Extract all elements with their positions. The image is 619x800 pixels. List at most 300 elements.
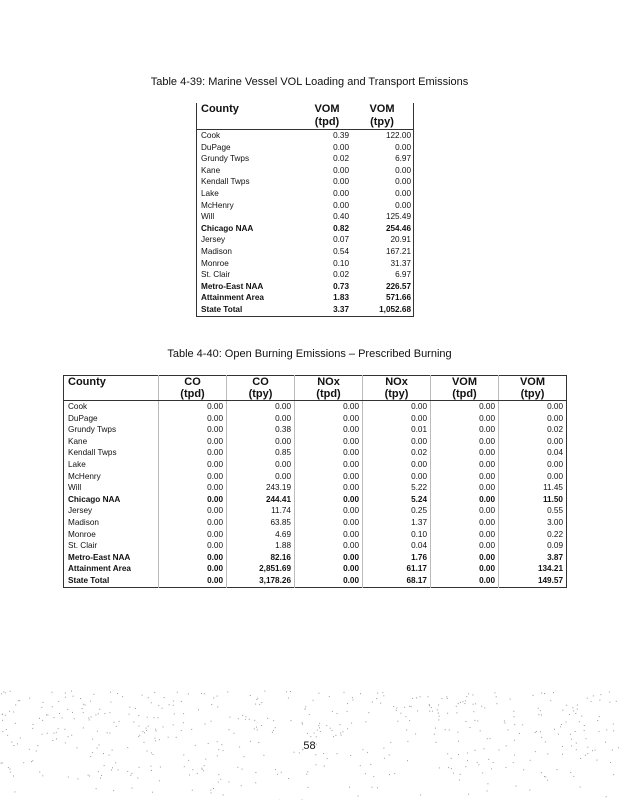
noise-dot: [205, 723, 206, 724]
noise-dot: [314, 733, 315, 734]
noise-dot: [138, 736, 139, 737]
row-vom-tpy: 122.00: [385, 131, 411, 140]
noise-dot: [326, 725, 327, 726]
noise-dot: [570, 734, 571, 735]
row-vom-tpy: 149.57: [537, 575, 563, 585]
noise-dot: [519, 733, 520, 734]
noise-dot: [74, 718, 75, 719]
noise-dot: [217, 706, 218, 707]
noise-dot: [183, 713, 184, 714]
noise-dot: [133, 722, 134, 723]
noise-dot: [349, 787, 350, 788]
noise-dot: [463, 701, 464, 702]
noise-dot: [439, 716, 440, 717]
noise-dot: [129, 707, 130, 708]
noise-dot: [91, 716, 92, 717]
noise-dot: [579, 721, 580, 722]
row-vom-tpy: 134.21: [537, 564, 563, 574]
noise-dot: [90, 701, 91, 702]
row-co-tpd: 0.00: [159, 424, 227, 436]
noise-dot: [254, 720, 255, 721]
table-row: [197, 211, 414, 223]
noise-dot: [151, 752, 152, 753]
noise-dot: [458, 703, 459, 704]
noise-dot: [553, 692, 554, 693]
noise-dot: [324, 766, 325, 767]
row-co-tpy: 4.69: [227, 529, 295, 541]
row-vom-tpd: 0.00: [431, 563, 499, 575]
noise-dot: [383, 695, 384, 696]
row-co-tpy: 243.19: [227, 482, 295, 494]
noise-dot: [2, 762, 3, 763]
row-county: State Total: [64, 575, 159, 587]
row-vom-tpd: 0.00: [431, 552, 499, 564]
noise-dot: [144, 732, 145, 733]
row-nox-tpd: 0.00: [295, 505, 363, 517]
noise-dot: [173, 701, 174, 702]
row-nox-tpy: 0.10: [363, 529, 431, 541]
noise-dot: [89, 719, 90, 720]
noise-dot: [137, 778, 138, 779]
row-co-tpy: 82.16: [227, 552, 295, 564]
noise-dot: [320, 731, 321, 732]
noise-dot: [242, 769, 243, 770]
table-row: [64, 529, 567, 541]
noise-dot: [162, 708, 163, 709]
table-row: [64, 436, 567, 448]
noise-dot: [412, 698, 413, 699]
noise-dot: [146, 730, 147, 731]
noise-dot: [400, 713, 401, 714]
noise-dot: [365, 721, 366, 722]
table-row: [197, 258, 414, 270]
noise-dot: [523, 769, 524, 770]
row-vom-tpy: 0.00: [547, 471, 563, 481]
noise-dot: [453, 773, 454, 774]
row-nox-tpd: 0.00: [295, 494, 363, 506]
noise-dot: [188, 760, 189, 761]
row-co-tpd: 0.00: [159, 494, 227, 506]
noise-dot: [90, 756, 91, 757]
table-4-39-body: [197, 130, 414, 317]
noise-dot: [599, 700, 600, 701]
row-county: Will: [201, 212, 215, 222]
noise-dot: [154, 692, 155, 693]
noise-dot: [250, 695, 251, 696]
noise-dot: [32, 760, 33, 761]
noise-dot: [465, 721, 466, 722]
row-county: Jersey: [201, 235, 226, 245]
column-header-vom-tpd: VOM: [314, 103, 340, 115]
row-county: McHenry: [201, 200, 234, 210]
row-vom-tpd: 0.00: [431, 505, 499, 517]
noise-dot: [118, 769, 119, 770]
noise-dot: [609, 692, 610, 693]
noise-dot: [442, 698, 443, 699]
noise-dot: [264, 691, 265, 692]
noise-dot: [213, 698, 214, 699]
row-nox-tpd: 0.00: [295, 471, 363, 483]
noise-dot: [5, 692, 6, 693]
noise-dot: [470, 727, 471, 728]
row-vom-tpy: 226.57: [385, 281, 411, 291]
noise-dot: [580, 758, 581, 759]
noise-dot: [211, 792, 212, 793]
noise-dot: [451, 758, 452, 759]
noise-dot: [131, 773, 132, 774]
noise-dot: [13, 712, 14, 713]
noise-dot: [305, 708, 306, 709]
noise-dot: [466, 696, 467, 697]
noise-dot: [142, 731, 143, 732]
noise-dot: [188, 693, 189, 694]
row-co-tpd: 0.00: [159, 482, 227, 494]
noise-dot: [20, 738, 21, 739]
noise-dot: [341, 735, 342, 736]
noise-dot: [566, 705, 567, 706]
noise-dot: [148, 697, 149, 698]
noise-dot: [42, 775, 43, 776]
noise-dot: [307, 733, 308, 734]
noise-dot: [115, 762, 116, 763]
table-row: [64, 552, 567, 564]
noise-dot: [9, 769, 10, 770]
noise-dot: [267, 718, 268, 719]
row-county: Monroe: [64, 529, 159, 541]
noise-dot: [448, 767, 449, 768]
noise-dot: [415, 734, 416, 735]
row-vom-tpd: 0.00: [431, 517, 499, 529]
noise-dot: [475, 703, 476, 704]
column-header-co-tpd: CO: [159, 376, 227, 389]
table-row: [197, 153, 414, 165]
table-row: [197, 223, 414, 235]
noise-dot: [98, 771, 99, 772]
row-vom-tpd: 0.39: [333, 131, 349, 140]
table-4-39-caption: Table 4-39: Marine Vessel VOL Loading and Transport Emissions: [150, 76, 469, 88]
noise-dot: [377, 693, 378, 694]
noise-dot: [19, 700, 20, 701]
noise-dot: [160, 767, 161, 768]
row-county: Chicago NAA: [64, 494, 159, 506]
column-header-county: County: [201, 103, 239, 115]
noise-dot: [561, 724, 562, 725]
noise-dot: [522, 724, 523, 725]
unit-header-tpd: (tpd): [303, 116, 351, 130]
noise-dot: [309, 714, 310, 715]
noise-dot: [82, 708, 83, 709]
unit-header-co-tpd: (tpd): [159, 388, 227, 401]
noise-dot: [286, 691, 287, 692]
noise-dot: [376, 698, 377, 699]
noise-dot: [111, 770, 112, 771]
noise-dot: [104, 765, 105, 766]
noise-dot: [31, 761, 32, 762]
noise-dot: [117, 693, 118, 694]
row-vom-tpy: 254.46: [385, 223, 411, 233]
noise-dot: [135, 708, 136, 709]
row-vom-tpd: 0.00: [333, 177, 349, 187]
noise-dot: [147, 717, 148, 718]
row-nox-tpd: 0.00: [295, 424, 363, 436]
row-vom-tpy: 125.49: [385, 212, 411, 222]
noise-dot: [513, 762, 514, 763]
noise-dot: [18, 700, 19, 701]
row-vom-tpd: 0.00: [431, 424, 499, 436]
noise-dot: [337, 753, 338, 754]
noise-dot: [609, 702, 610, 703]
row-vom-tpd: 0.02: [333, 270, 349, 280]
noise-dot: [584, 730, 585, 731]
row-vom-tpy: 0.00: [547, 413, 563, 423]
noise-dot: [154, 717, 155, 718]
noise-dot: [153, 754, 154, 755]
noise-dot: [306, 774, 307, 775]
noise-dot: [530, 760, 531, 761]
noise-dot: [275, 769, 276, 770]
noise-dot: [467, 760, 468, 761]
noise-dot: [96, 788, 97, 789]
noise-dot: [173, 724, 174, 725]
noise-dot: [29, 698, 30, 699]
noise-dot: [148, 726, 149, 727]
noise-dot: [417, 710, 418, 711]
noise-dot: [372, 787, 373, 788]
noise-dot: [544, 776, 545, 777]
column-header-vom-tpy: VOM: [519, 376, 546, 388]
noise-dot: [183, 722, 184, 723]
noise-dot: [544, 693, 545, 694]
row-vom-tpd: 0.00: [431, 413, 499, 425]
noise-dot: [275, 727, 276, 728]
row-county: Lake: [64, 459, 159, 471]
noise-dot: [327, 758, 328, 759]
noise-dot: [104, 713, 105, 714]
noise-dot: [110, 712, 111, 713]
noise-dot: [158, 717, 159, 718]
noise-dot: [449, 730, 450, 731]
row-vom-tpd: 0.73: [333, 281, 349, 291]
noise-dot: [510, 699, 511, 700]
noise-dot: [169, 704, 170, 705]
row-vom-tpy: 0.09: [547, 541, 563, 551]
row-vom-tpy: 0.02: [547, 425, 563, 435]
row-vom-tpd: 0.00: [333, 142, 349, 152]
noise-dot: [481, 706, 482, 707]
table-row: [64, 563, 567, 575]
noise-dot: [494, 692, 495, 693]
unit-header-vom-tpd: (tpd): [431, 388, 499, 401]
noise-dot: [535, 732, 536, 733]
noise-dot: [407, 760, 408, 761]
noise-dot: [197, 773, 198, 774]
noise-dot: [575, 713, 576, 714]
noise-dot: [112, 767, 113, 768]
row-vom-tpd: 0.10: [333, 258, 349, 268]
noise-dot: [587, 753, 588, 754]
table-row: [197, 200, 414, 212]
noise-dot: [151, 770, 152, 771]
noise-dot: [181, 730, 182, 731]
noise-dot: [313, 700, 314, 701]
row-county: Jersey: [64, 505, 159, 517]
noise-dot: [64, 729, 65, 730]
noise-dot: [71, 691, 72, 692]
noise-dot: [473, 704, 474, 705]
unit-header-blank: [197, 116, 304, 130]
noise-dot: [547, 780, 548, 781]
noise-dot: [570, 772, 571, 773]
noise-dot: [77, 778, 78, 779]
noise-dot: [257, 729, 258, 730]
unit-header-blank: [64, 388, 159, 401]
noise-dot: [129, 714, 130, 715]
noise-dot: [437, 709, 438, 710]
noise-dot: [540, 710, 541, 711]
noise-dot: [468, 794, 469, 795]
noise-dot: [429, 705, 430, 706]
noise-dot: [411, 706, 412, 707]
noise-dot: [547, 753, 548, 754]
row-vom-tpd: 0.00: [431, 459, 499, 471]
row-nox-tpd: 0.00: [295, 517, 363, 529]
noise-dot: [610, 762, 611, 763]
noise-dot: [606, 729, 607, 730]
noise-dot: [158, 705, 159, 706]
noise-dot: [573, 710, 574, 711]
noise-dot: [159, 780, 160, 781]
noise-dot: [88, 775, 89, 776]
row-vom-tpd: 0.00: [333, 200, 349, 210]
table-4-39: [196, 103, 414, 317]
noise-dot: [152, 792, 153, 793]
row-nox-tpy: 0.00: [363, 401, 431, 413]
noise-dot: [310, 736, 311, 737]
noise-dot: [288, 698, 289, 699]
row-vom-tpy: 11.50: [542, 494, 563, 504]
noise-dot: [380, 703, 381, 704]
noise-dot: [504, 722, 505, 723]
noise-dot: [138, 715, 139, 716]
row-county: Metro-East NAA: [64, 552, 159, 564]
noise-dot: [73, 696, 74, 697]
unit-header-nox-tpy: (tpy): [363, 388, 431, 401]
noise-dot: [99, 709, 100, 710]
noise-dot: [580, 787, 581, 788]
row-co-tpy: 0.85: [227, 447, 295, 459]
row-county: Grundy Twps: [64, 424, 159, 436]
noise-dot: [597, 720, 598, 721]
noise-dot: [56, 732, 57, 733]
table-row: [197, 234, 414, 246]
noise-dot: [2, 731, 3, 732]
noise-dot: [330, 728, 331, 729]
row-nox-tpd: 0.00: [295, 413, 363, 425]
noise-dot: [183, 754, 184, 755]
noise-dot: [406, 730, 407, 731]
noise-dot: [435, 728, 436, 729]
noise-dot: [151, 702, 152, 703]
row-county: Madison: [64, 517, 159, 529]
table-row: [197, 292, 414, 304]
noise-dot: [573, 776, 574, 777]
row-co-tpd: 0.00: [159, 413, 227, 425]
noise-dot: [613, 724, 614, 725]
noise-dot: [584, 725, 585, 726]
noise-dot: [198, 709, 199, 710]
row-co-tpy: 0.38: [227, 424, 295, 436]
column-header-nox-tpd: NOx: [295, 376, 363, 389]
page-number: 58: [303, 740, 316, 752]
row-nox-tpd: 0.00: [295, 482, 363, 494]
noise-dot: [113, 790, 114, 791]
noise-dot: [596, 760, 597, 761]
noise-dot: [373, 776, 374, 777]
noise-dot: [599, 731, 600, 732]
noise-dot: [496, 696, 497, 697]
row-co-tpy: 0.00: [227, 459, 295, 471]
noise-dot: [541, 737, 542, 738]
noise-dot: [538, 714, 539, 715]
noise-dot: [545, 776, 546, 777]
noise-dot: [238, 718, 239, 719]
noise-dot: [192, 790, 193, 791]
noise-dot: [438, 719, 439, 720]
table-4-40-caption: Table 4-40: Open Burning Emissions – Prescribed Burning: [167, 348, 452, 360]
row-vom-tpy: 6.97: [395, 154, 411, 164]
noise-dot: [184, 766, 185, 767]
row-co-tpy: 3,178.26: [227, 575, 295, 587]
noise-dot: [242, 715, 243, 716]
noise-dot: [351, 723, 352, 724]
noise-dot: [368, 712, 369, 713]
noise-dot: [487, 791, 488, 792]
row-vom-tpd: 0.00: [333, 165, 349, 175]
row-co-tpd: 0.00: [159, 401, 227, 413]
noise-dot: [541, 772, 542, 773]
noise-dot: [255, 704, 256, 705]
noise-dot: [261, 702, 262, 703]
noise-dot: [42, 720, 43, 721]
table-row: [64, 424, 567, 436]
noise-dot: [340, 724, 341, 725]
row-vom-tpy: 0.00: [395, 165, 411, 175]
table-row: [64, 494, 567, 506]
noise-dot: [389, 755, 390, 756]
noise-dot: [107, 732, 108, 733]
noise-dot: [288, 778, 289, 779]
noise-dot: [536, 731, 537, 732]
noise-dot: [52, 706, 53, 707]
noise-dot: [244, 756, 245, 757]
row-county: Kendall Twps: [201, 177, 250, 187]
noise-dot: [432, 711, 433, 712]
noise-dot: [10, 691, 11, 692]
noise-dot: [473, 711, 474, 712]
row-county: Attainment Area: [64, 563, 159, 575]
noise-dot: [249, 719, 250, 720]
row-county: Monroe: [201, 258, 229, 268]
noise-dot: [370, 764, 371, 765]
noise-dot: [550, 700, 551, 701]
noise-dot: [305, 706, 306, 707]
noise-dot: [389, 774, 390, 775]
noise-dot: [15, 704, 16, 705]
noise-dot: [223, 794, 224, 795]
noise-dot: [273, 730, 274, 731]
noise-dot: [420, 696, 421, 697]
row-vom-tpd: 0.82: [333, 223, 349, 233]
